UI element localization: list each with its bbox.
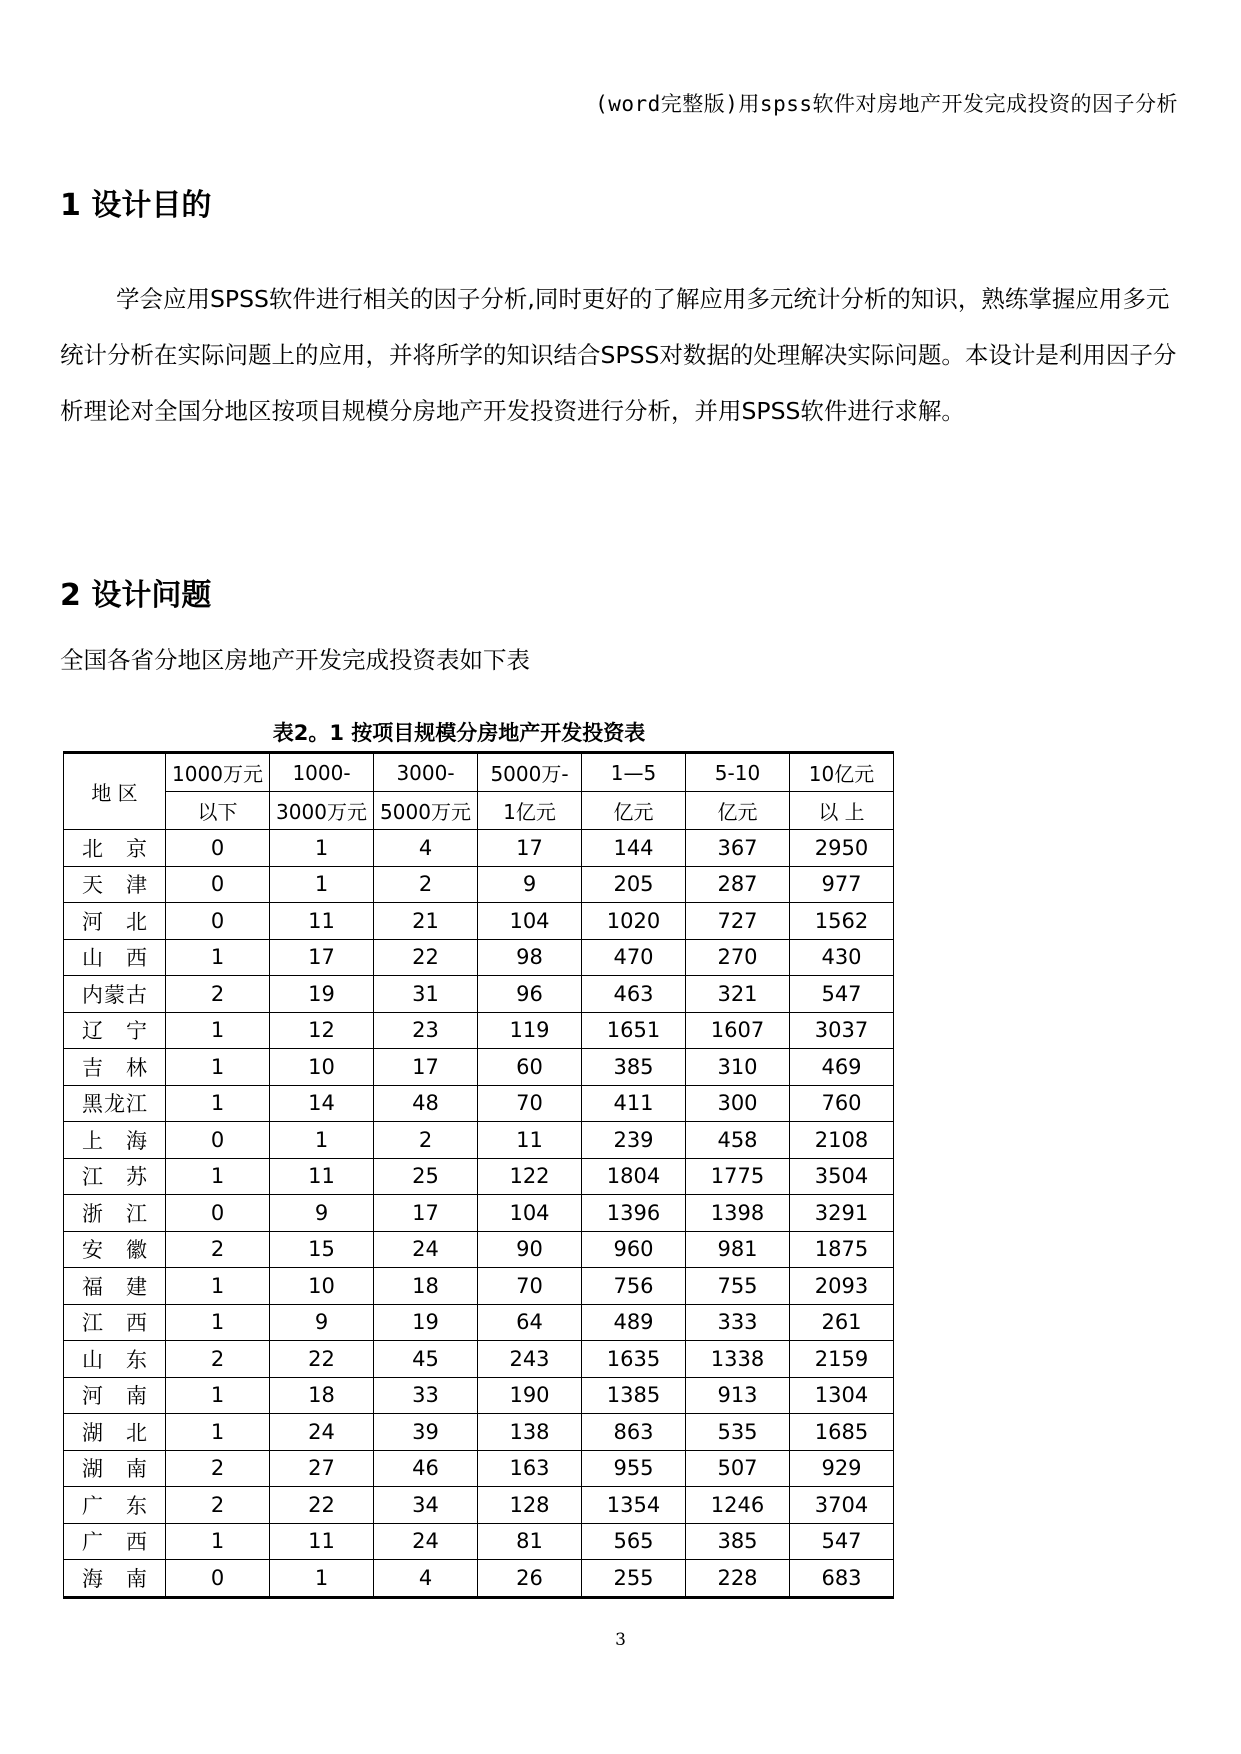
header-col-6-line-2: 亿元 <box>686 792 790 830</box>
table-row <box>64 1377 894 1414</box>
table-row <box>64 1122 894 1159</box>
value-cell: 48 <box>374 1085 478 1122</box>
value-cell: 119 <box>478 1012 582 1049</box>
page-number: 3 <box>615 1630 626 1650</box>
value-cell: 955 <box>582 1450 686 1487</box>
header-col-1-line-2: 以下 <box>166 792 270 830</box>
section-2-title: 2 设计问题 <box>60 578 212 613</box>
value-cell: 17 <box>374 1049 478 1086</box>
value-cell: 1 <box>166 1158 270 1195</box>
value-cell: 3037 <box>790 1012 894 1049</box>
value-cell: 19 <box>270 976 374 1013</box>
value-cell: 385 <box>582 1049 686 1086</box>
value-cell: 24 <box>374 1231 478 1268</box>
value-cell: 128 <box>478 1487 582 1524</box>
value-cell: 9 <box>478 866 582 903</box>
region-cell: 江西 <box>64 1304 166 1341</box>
table-row <box>64 1085 894 1122</box>
region-cell: 湖南 <box>64 1450 166 1487</box>
value-cell: 863 <box>582 1414 686 1451</box>
value-cell: 981 <box>686 1231 790 1268</box>
value-cell: 1 <box>270 1122 374 1159</box>
region-cell: 山西 <box>64 939 166 976</box>
value-cell: 2093 <box>790 1268 894 1305</box>
value-cell: 64 <box>478 1304 582 1341</box>
value-cell: 11 <box>478 1122 582 1159</box>
value-cell: 1 <box>270 866 374 903</box>
value-cell: 1304 <box>790 1377 894 1414</box>
table-row <box>64 1450 894 1487</box>
header-col-4-line-2: 1亿元 <box>478 792 582 830</box>
region-cell: 广东 <box>64 1487 166 1524</box>
value-cell: 755 <box>686 1268 790 1305</box>
region-cell: 辽宁 <box>64 1012 166 1049</box>
value-cell: 10 <box>270 1268 374 1305</box>
table-body <box>64 830 894 1598</box>
table-row <box>64 1049 894 1086</box>
value-cell: 4 <box>374 1560 478 1598</box>
value-cell: 321 <box>686 976 790 1013</box>
region-cell: 吉林 <box>64 1049 166 1086</box>
value-cell: 22 <box>270 1341 374 1378</box>
header-col-3-line-1: 3000- <box>374 753 478 792</box>
value-cell: 104 <box>478 903 582 940</box>
value-cell: 81 <box>478 1523 582 1560</box>
value-cell: 39 <box>374 1414 478 1451</box>
value-cell: 756 <box>582 1268 686 1305</box>
section-1-paragraph: 学会应用SPSS软件进行相关的因子分析,同时更好的了解应用多元统计分析的知识，熟练掌握应用多元统计分析在实际问题上的应用，并将所学的知识结合SPSS对数据的处理解决实际问题。本设计是利用因子分析理论对全国分地区按项目规模分房地产开发投资进行分析，并用SPSS软件进行求解。 <box>60 285 1177 425</box>
table-header <box>64 753 894 830</box>
region-cell: 江苏 <box>64 1158 166 1195</box>
value-cell: 547 <box>790 1523 894 1560</box>
value-cell: 3504 <box>790 1158 894 1195</box>
value-cell: 977 <box>790 866 894 903</box>
region-cell: 河北 <box>64 903 166 940</box>
header-col-2-line-2: 3000万元 <box>270 792 374 830</box>
value-cell: 2950 <box>790 830 894 867</box>
value-cell: 1 <box>166 1377 270 1414</box>
value-cell: 18 <box>270 1377 374 1414</box>
value-cell: 26 <box>478 1560 582 1598</box>
header-region: 地 区 <box>64 753 166 830</box>
value-cell: 239 <box>582 1122 686 1159</box>
value-cell: 4 <box>374 830 478 867</box>
region-cell: 内蒙古 <box>64 976 166 1013</box>
value-cell: 9 <box>270 1195 374 1232</box>
region-cell: 北京 <box>64 830 166 867</box>
investment-table <box>63 751 894 1599</box>
header-col-5-line-1: 1—5 <box>582 753 686 792</box>
region-cell: 山东 <box>64 1341 166 1378</box>
header-col-1-line-1: 1000万元 <box>166 753 270 792</box>
region-cell: 黑龙江 <box>64 1085 166 1122</box>
value-cell: 3704 <box>790 1487 894 1524</box>
value-cell: 2 <box>166 976 270 1013</box>
header-col-5-line-2: 亿元 <box>582 792 686 830</box>
value-cell: 3291 <box>790 1195 894 1232</box>
value-cell: 1398 <box>686 1195 790 1232</box>
value-cell: 1 <box>166 1085 270 1122</box>
value-cell: 469 <box>790 1049 894 1086</box>
table-row <box>64 1158 894 1195</box>
value-cell: 929 <box>790 1450 894 1487</box>
value-cell: 411 <box>582 1085 686 1122</box>
value-cell: 23 <box>374 1012 478 1049</box>
value-cell: 98 <box>478 939 582 976</box>
table-row <box>64 1414 894 1451</box>
value-cell: 1020 <box>582 903 686 940</box>
value-cell: 1 <box>270 1560 374 1598</box>
value-cell: 1338 <box>686 1341 790 1378</box>
value-cell: 33 <box>374 1377 478 1414</box>
table-row <box>64 1304 894 1341</box>
value-cell: 565 <box>582 1523 686 1560</box>
value-cell: 727 <box>686 903 790 940</box>
value-cell: 1 <box>166 1049 270 1086</box>
value-cell: 507 <box>686 1450 790 1487</box>
value-cell: 24 <box>270 1414 374 1451</box>
value-cell: 22 <box>374 939 478 976</box>
value-cell: 1 <box>270 830 374 867</box>
value-cell: 367 <box>686 830 790 867</box>
table-caption: 表2。1 按项目规模分房地产开发投资表 <box>272 721 646 745</box>
value-cell: 163 <box>478 1450 582 1487</box>
value-cell: 25 <box>374 1158 478 1195</box>
value-cell: 2 <box>374 866 478 903</box>
value-cell: 333 <box>686 1304 790 1341</box>
value-cell: 243 <box>478 1341 582 1378</box>
value-cell: 1 <box>166 1012 270 1049</box>
region-cell: 广西 <box>64 1523 166 1560</box>
region-cell: 河南 <box>64 1377 166 1414</box>
value-cell: 1 <box>166 1268 270 1305</box>
value-cell: 205 <box>582 866 686 903</box>
value-cell: 1 <box>166 1304 270 1341</box>
value-cell: 104 <box>478 1195 582 1232</box>
value-cell: 122 <box>478 1158 582 1195</box>
value-cell: 45 <box>374 1341 478 1378</box>
value-cell: 1 <box>166 1414 270 1451</box>
value-cell: 261 <box>790 1304 894 1341</box>
value-cell: 60 <box>478 1049 582 1086</box>
value-cell: 0 <box>166 1195 270 1232</box>
value-cell: 1396 <box>582 1195 686 1232</box>
table-row <box>64 939 894 976</box>
value-cell: 287 <box>686 866 790 903</box>
table-row <box>64 976 894 1013</box>
value-cell: 144 <box>582 830 686 867</box>
value-cell: 0 <box>166 1560 270 1598</box>
region-cell: 安徽 <box>64 1231 166 1268</box>
header-col-6-line-1: 5-10 <box>686 753 790 792</box>
value-cell: 17 <box>374 1195 478 1232</box>
value-cell: 14 <box>270 1085 374 1122</box>
value-cell: 960 <box>582 1231 686 1268</box>
region-cell: 福建 <box>64 1268 166 1305</box>
table-row <box>64 1231 894 1268</box>
table-row <box>64 1195 894 1232</box>
value-cell: 1875 <box>790 1231 894 1268</box>
header-col-3-line-2: 5000万元 <box>374 792 478 830</box>
value-cell: 0 <box>166 830 270 867</box>
value-cell: 0 <box>166 866 270 903</box>
value-cell: 1607 <box>686 1012 790 1049</box>
table-row <box>64 830 894 867</box>
value-cell: 17 <box>478 830 582 867</box>
value-cell: 46 <box>374 1450 478 1487</box>
value-cell: 11 <box>270 1158 374 1195</box>
value-cell: 683 <box>790 1560 894 1598</box>
value-cell: 0 <box>166 1122 270 1159</box>
value-cell: 190 <box>478 1377 582 1414</box>
running-header: (word完整版)用spss软件对房地产开发完成投资的因子分析 <box>595 92 1178 116</box>
value-cell: 34 <box>374 1487 478 1524</box>
header-col-4-line-1: 5000万- <box>478 753 582 792</box>
value-cell: 430 <box>790 939 894 976</box>
value-cell: 1635 <box>582 1341 686 1378</box>
value-cell: 2 <box>166 1450 270 1487</box>
value-cell: 2 <box>166 1487 270 1524</box>
value-cell: 0 <box>166 903 270 940</box>
header-row-1 <box>64 753 894 792</box>
value-cell: 270 <box>686 939 790 976</box>
table-row <box>64 1560 894 1598</box>
value-cell: 90 <box>478 1231 582 1268</box>
value-cell: 27 <box>270 1450 374 1487</box>
header-col-7-line-1: 10亿元 <box>790 753 894 792</box>
value-cell: 9 <box>270 1304 374 1341</box>
region-cell: 天津 <box>64 866 166 903</box>
value-cell: 489 <box>582 1304 686 1341</box>
value-cell: 12 <box>270 1012 374 1049</box>
value-cell: 2 <box>166 1231 270 1268</box>
header-row-2 <box>64 792 894 830</box>
table-row <box>64 1487 894 1524</box>
value-cell: 2159 <box>790 1341 894 1378</box>
value-cell: 11 <box>270 1523 374 1560</box>
value-cell: 1 <box>166 939 270 976</box>
value-cell: 463 <box>582 976 686 1013</box>
value-cell: 470 <box>582 939 686 976</box>
value-cell: 535 <box>686 1414 790 1451</box>
value-cell: 310 <box>686 1049 790 1086</box>
value-cell: 1562 <box>790 903 894 940</box>
value-cell: 18 <box>374 1268 478 1305</box>
value-cell: 70 <box>478 1268 582 1305</box>
value-cell: 385 <box>686 1523 790 1560</box>
value-cell: 547 <box>790 976 894 1013</box>
value-cell: 70 <box>478 1085 582 1122</box>
table-row <box>64 1268 894 1305</box>
value-cell: 1246 <box>686 1487 790 1524</box>
value-cell: 31 <box>374 976 478 1013</box>
table-row <box>64 1012 894 1049</box>
value-cell: 1651 <box>582 1012 686 1049</box>
value-cell: 1685 <box>790 1414 894 1451</box>
section-1-title: 1 设计目的 <box>60 188 212 223</box>
value-cell: 1354 <box>582 1487 686 1524</box>
value-cell: 2 <box>166 1341 270 1378</box>
table-row <box>64 866 894 903</box>
value-cell: 10 <box>270 1049 374 1086</box>
value-cell: 2 <box>374 1122 478 1159</box>
value-cell: 1775 <box>686 1158 790 1195</box>
value-cell: 96 <box>478 976 582 1013</box>
value-cell: 11 <box>270 903 374 940</box>
value-cell: 21 <box>374 903 478 940</box>
value-cell: 138 <box>478 1414 582 1451</box>
region-cell: 海南 <box>64 1560 166 1598</box>
region-cell: 上海 <box>64 1122 166 1159</box>
value-cell: 228 <box>686 1560 790 1598</box>
value-cell: 913 <box>686 1377 790 1414</box>
table-row <box>64 903 894 940</box>
value-cell: 1385 <box>582 1377 686 1414</box>
value-cell: 19 <box>374 1304 478 1341</box>
value-cell: 458 <box>686 1122 790 1159</box>
value-cell: 255 <box>582 1560 686 1598</box>
table-row <box>64 1523 894 1560</box>
value-cell: 1 <box>166 1523 270 1560</box>
value-cell: 300 <box>686 1085 790 1122</box>
header-col-7-line-2: 以 上 <box>790 792 894 830</box>
region-cell: 浙江 <box>64 1195 166 1232</box>
value-cell: 15 <box>270 1231 374 1268</box>
value-cell: 22 <box>270 1487 374 1524</box>
value-cell: 2108 <box>790 1122 894 1159</box>
value-cell: 24 <box>374 1523 478 1560</box>
value-cell: 1804 <box>582 1158 686 1195</box>
section-2-intro: 全国各省分地区房地产开发完成投资表如下表 <box>60 646 530 674</box>
region-cell: 湖北 <box>64 1414 166 1451</box>
value-cell: 17 <box>270 939 374 976</box>
value-cell: 760 <box>790 1085 894 1122</box>
header-col-2-line-1: 1000- <box>270 753 374 792</box>
table-row <box>64 1341 894 1378</box>
